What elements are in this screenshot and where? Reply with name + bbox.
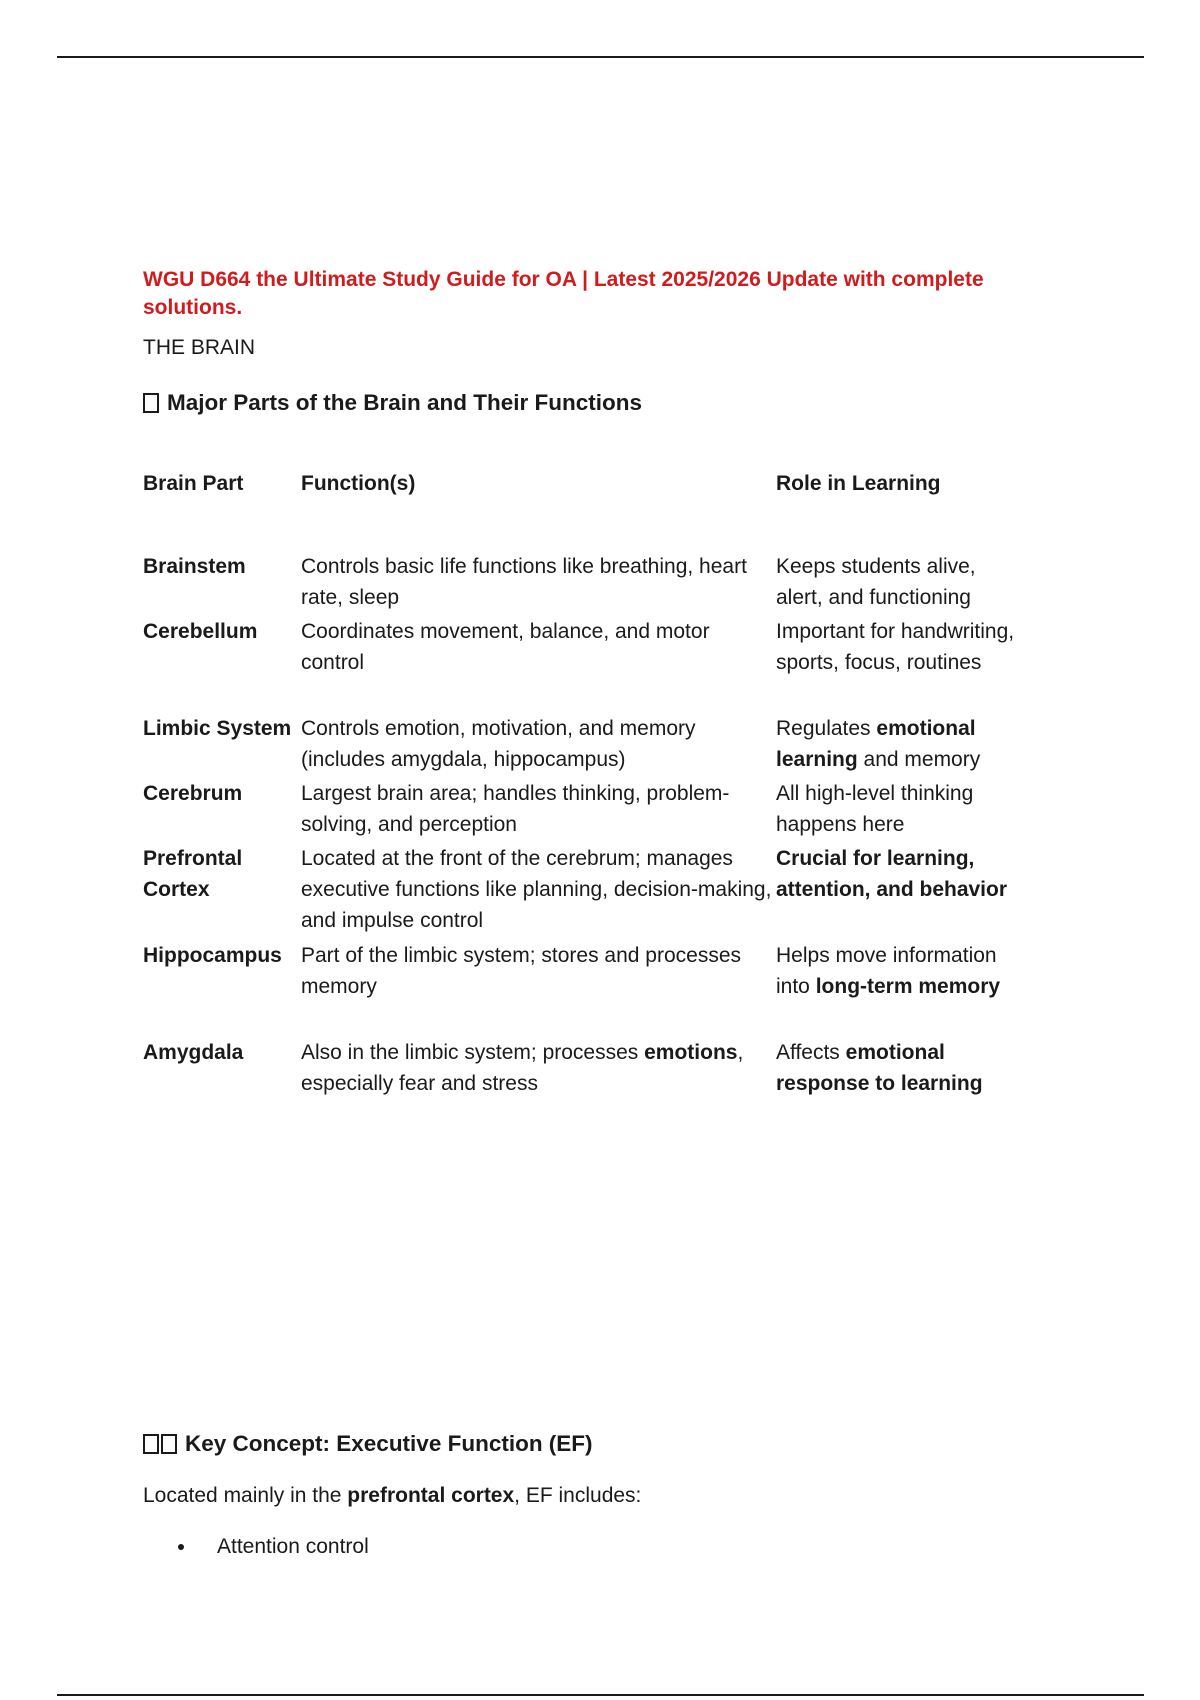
function-cell: Coordinates movement, balance, and motor control <box>301 620 710 674</box>
function-cell: Largest brain area; handles thinking, problem-solving, and perception <box>301 782 730 836</box>
function-cell: Controls basic life functions like breathing, heart rate, sleep <box>301 555 747 609</box>
role-text: Regulates <box>776 717 877 740</box>
ef-list <box>143 1535 369 1559</box>
brain-part-cell: Hippocampus <box>143 944 282 967</box>
role-cell: Important for handwriting, sports, focus, routines <box>776 620 1015 674</box>
role-emphasis: emotional response to learning <box>776 1041 983 1095</box>
function-text: Also in the limbic system; processes <box>301 1041 645 1064</box>
role-text: and memory <box>857 748 981 771</box>
function-cell: Part of the limbic system; stores and processes memory <box>301 944 742 998</box>
role-text: Helps move information into <box>776 944 997 998</box>
table-row <box>143 1037 1016 1099</box>
list-item <box>143 1535 369 1559</box>
header-role-in-learning: Role in Learning <box>776 472 941 495</box>
function-cell <box>301 1037 776 1099</box>
table-row <box>143 843 1016 940</box>
function-cell: Controls emotion, motivation, and memory (includes amygdala, hippocampus) <box>301 717 696 771</box>
role-cell <box>776 843 1016 940</box>
table-row <box>143 778 1016 843</box>
function-text: , especially fear and stress <box>301 1041 744 1095</box>
section-label: THE BRAIN <box>143 336 256 359</box>
brain-part-cell: Prefrontal Cortex <box>143 847 243 901</box>
role-emphasis: long-term memory <box>815 975 1001 998</box>
brain-part-cell: Cerebrum <box>143 782 243 805</box>
list-item-text: Attention control <box>217 1535 369 1558</box>
ef-intro <box>143 1484 641 1508</box>
major-parts-heading <box>143 390 642 416</box>
role-cell: Keeps students alive, alert, and functioning <box>776 555 976 609</box>
role-emphasis: Crucial for learning, attention, and behavior <box>776 847 1008 901</box>
brain-part-cell: Limbic System <box>143 717 292 740</box>
role-cell <box>776 713 1016 778</box>
bottom-rule <box>57 1694 1144 1696</box>
role-cell <box>776 1037 1016 1099</box>
table-row <box>143 713 1016 778</box>
table-row <box>143 551 1016 616</box>
header-brain-part: Brain Part <box>143 472 244 495</box>
executive-function-heading <box>143 1431 593 1457</box>
intro-text: , EF includes: <box>514 1484 642 1507</box>
brain-part-cell: Brainstem <box>143 555 246 578</box>
role-text: Affects <box>776 1041 846 1064</box>
function-cell: Located at the front of the cerebrum; manages executive functions like planning, decision-making, and impulse control <box>301 847 772 932</box>
role-cell <box>776 940 1016 1037</box>
intro-text: Located mainly in the <box>143 1484 348 1507</box>
intro-emphasis: prefrontal cortex <box>347 1484 515 1507</box>
brain-part-cell: Amygdala <box>143 1041 244 1064</box>
role-cell: All high-level thinking happens here <box>776 782 974 836</box>
header-functions: Function(s) <box>301 472 416 495</box>
table-row <box>143 940 1016 1037</box>
table-row <box>143 616 1016 713</box>
top-rule <box>57 56 1144 58</box>
brain-parts-table <box>143 468 1016 1099</box>
table-header-row <box>143 468 1016 551</box>
executive-function-heading-text: Key Concept: Executive Function (EF) <box>185 1431 593 1456</box>
double-box-icon <box>143 1434 177 1454</box>
major-parts-heading-text: Major Parts of the Brain and Their Functions <box>167 390 643 415</box>
function-emphasis: emotions <box>644 1041 738 1064</box>
box-icon <box>143 393 159 413</box>
bullet-icon <box>178 1544 184 1550</box>
document-title: WGU D664 the Ultimate Study Guide for OA | Latest 2025/2026 Update with complete solutions. <box>143 268 984 319</box>
brain-part-cell: Cerebellum <box>143 620 258 643</box>
role-emphasis: emotional learning <box>776 717 976 771</box>
